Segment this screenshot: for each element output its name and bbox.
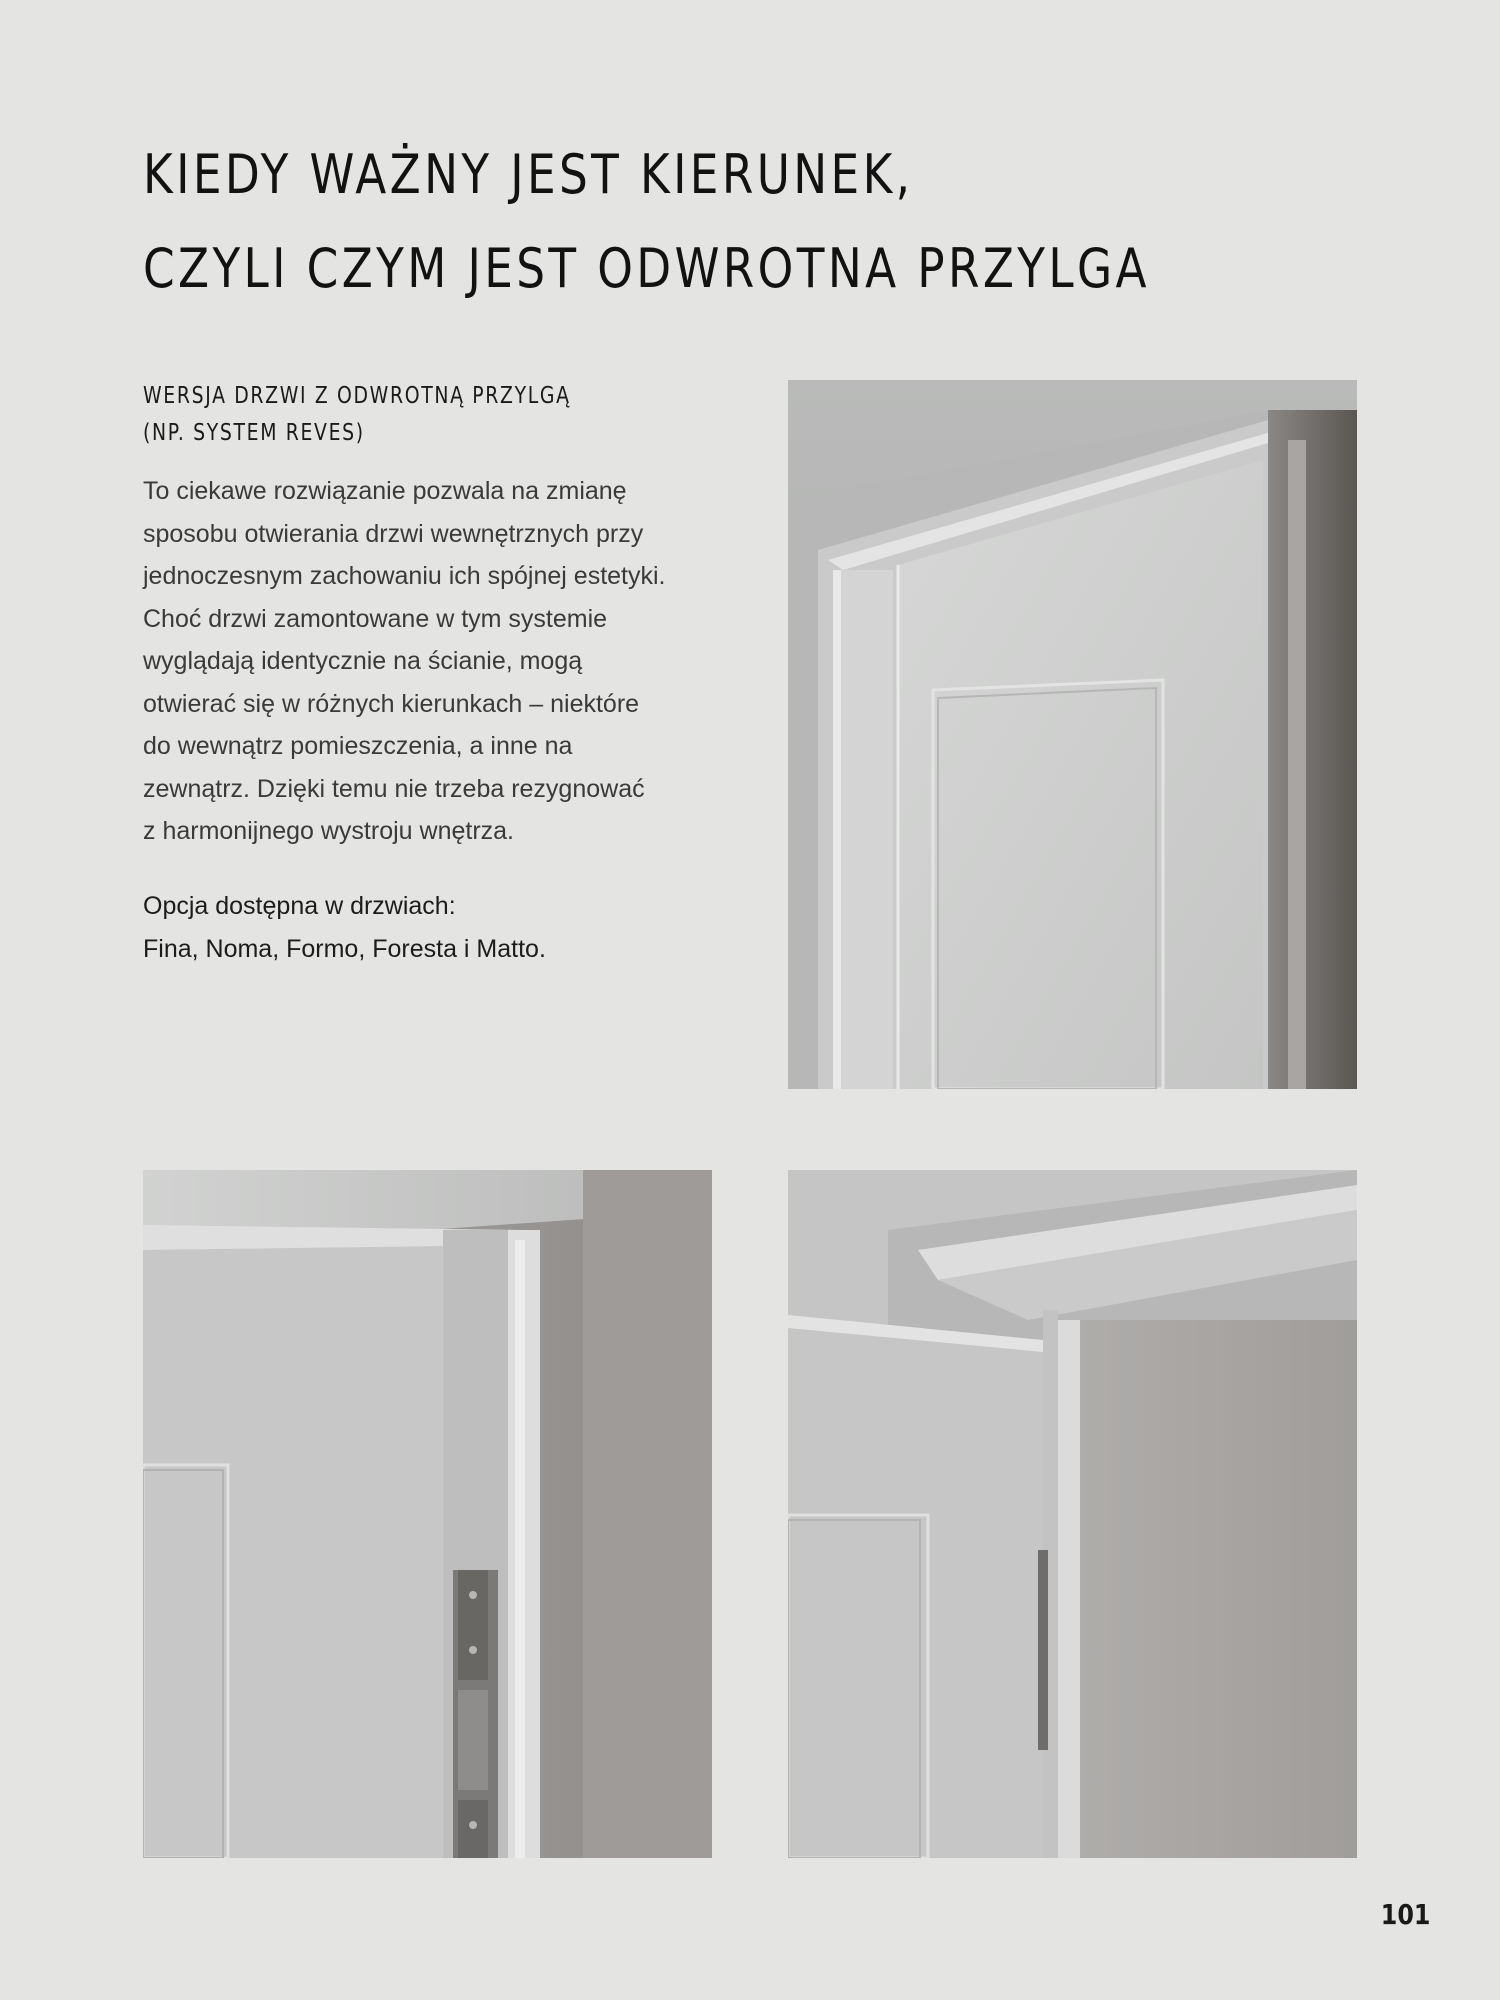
section-heading-line-2: (NP. SYSTEM REVES) [143, 420, 365, 446]
description-line: otwierać się w różnych kierunkach – niektóre [143, 689, 640, 718]
description-line: wyglądają identycznie na ścianie, mogą [143, 647, 583, 675]
availability-note [143, 885, 743, 971]
door-photo-bottom-left-image [143, 1170, 712, 1858]
description-line: zewnątrz. Dzięki temu nie trzeba rezygnować [143, 774, 645, 803]
description-line: do wewnątrz pomieszczenia, a inne na [143, 732, 573, 760]
door-photo-bottom-right-image [788, 1170, 1357, 1858]
page-number: 101 [1380, 1898, 1430, 1931]
page-title-line-1: KIEDY WAŻNY JEST KIERUNEK, [143, 143, 914, 206]
description-line: sposobu otwierania drzwi wewnętrznych przy [143, 519, 644, 548]
door-photo-top-image [788, 380, 1357, 1089]
page-title [143, 128, 1193, 316]
door-photo-top [788, 380, 1357, 1089]
door-photo-bottom-left [143, 1170, 712, 1858]
description-paragraph [143, 470, 733, 853]
availability-label: Opcja dostępna w drzwiach: [143, 892, 456, 920]
section-heading [143, 378, 635, 452]
description-line: To ciekawe rozwiązanie pozwala na zmianę [143, 477, 627, 505]
page-title-line-2: CZYLI CZYM JEST ODWROTNA PRZYLGA [143, 237, 1150, 300]
description-line: z harmonijnego wystroju wnętrza. [143, 817, 514, 845]
availability-models: Fina, Noma, Formo, Foresta i Matto. [143, 935, 546, 963]
description-line: Choć drzwi zamontowane w tym systemie [143, 604, 608, 633]
section-heading-line-1: WERSJA DRZWI Z ODWROTNĄ PRZYLGĄ [143, 383, 571, 409]
door-photo-bottom-right [788, 1170, 1357, 1858]
description-line: jednoczesnym zachowaniu ich spójnej estetyki. [143, 562, 666, 590]
